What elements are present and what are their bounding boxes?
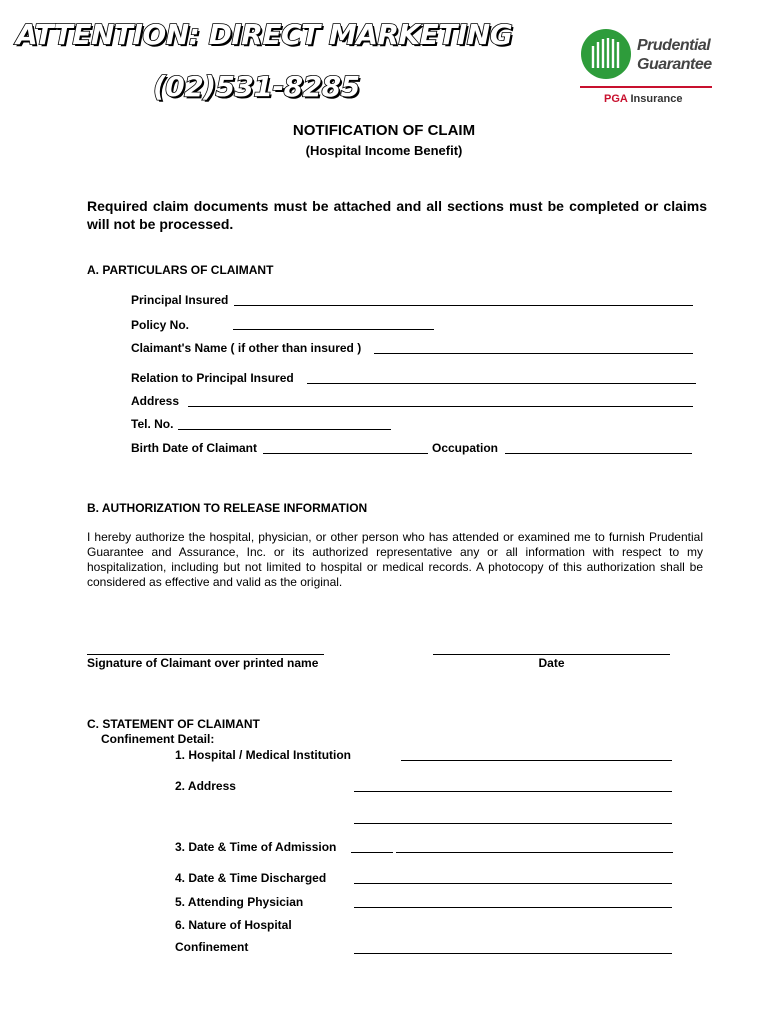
admission-field-1[interactable] [351,852,393,853]
nature-label: 6. Nature of Hospital [175,918,292,932]
form-title: NOTIFICATION OF CLAIM [292,122,476,139]
authorization-text: I hereby authorize the hospital, physician, or other person who has attended or examined me to furnish Prudential Guarantee and Assurance, Inc. or its authorized representative any or all information with respect to my hospitalization, including but not limited to hospital or medical records. A photocopy of this authorization shall be considered as effective and valid as the original. [87,530,703,589]
form-subtitle: (Hospital Income Benefit) [305,143,463,158]
signature-line[interactable] [87,654,324,655]
address-field[interactable] [188,406,693,407]
claimant-name-field[interactable] [374,353,693,354]
signature-label: Signature of Claimant over printed name [87,656,319,670]
hospital-address-field-2[interactable] [354,823,672,824]
logo-brand-line2: Guarantee [637,56,712,73]
tel-no-field[interactable] [178,429,391,430]
phone-banner: (02)531-8285 [153,70,360,103]
discharged-label: 4. Date & Time Discharged [175,871,327,885]
principal-insured-field[interactable] [234,305,693,306]
logo-brand-line1: Prudential [637,37,711,54]
discharged-field[interactable] [354,883,672,884]
prudential-logo-icon [580,28,632,80]
required-documents-notice: Required claim documents must be attached and all sections must be completed or claims will not be processed. [87,198,707,232]
hospital-address-label: 2. Address [175,779,236,793]
relation-label: Relation to Principal Insured [131,371,294,385]
section-a-heading: A. PARTICULARS OF CLAIMANT [87,263,274,277]
principal-insured-label: Principal Insured [131,293,229,307]
policy-no-label: Policy No. [131,318,190,332]
occupation-label: Occupation [432,441,499,455]
birth-date-field[interactable] [263,453,428,454]
attention-banner: ATTENTION: DIRECT MARKETING [16,18,513,51]
section-b-heading: B. AUTHORIZATION TO RELEASE INFORMATION [87,501,368,515]
birth-date-label: Birth Date of Claimant [131,441,258,455]
claimant-name-label: Claimant's Name ( if other than insured ) [131,341,362,355]
admission-label: 3. Date & Time of Admission [175,840,337,854]
date-label: Date [538,656,565,670]
address-label: Address [131,394,180,408]
occupation-field[interactable] [505,453,692,454]
relation-field[interactable] [307,383,696,384]
confinement-detail-label: Confinement Detail: [101,732,215,746]
hospital-label: 1. Hospital / Medical Institution [175,748,352,762]
section-c-heading: C. STATEMENT OF CLAIMANT [87,717,260,731]
logo-subtitle: PGA Insurance [604,93,683,105]
company-logo [580,28,715,112]
tel-no-label: Tel. No. [131,417,174,431]
policy-no-field[interactable] [233,329,434,330]
hospital-field[interactable] [401,760,672,761]
physician-field[interactable] [354,907,672,908]
nature-field[interactable] [354,953,672,954]
confinement-label: Confinement [175,940,249,954]
date-line[interactable] [433,654,670,655]
admission-field-2[interactable] [396,852,673,853]
physician-label: 5. Attending Physician [175,895,304,909]
logo-divider [580,86,712,88]
hospital-address-field-1[interactable] [354,791,672,792]
